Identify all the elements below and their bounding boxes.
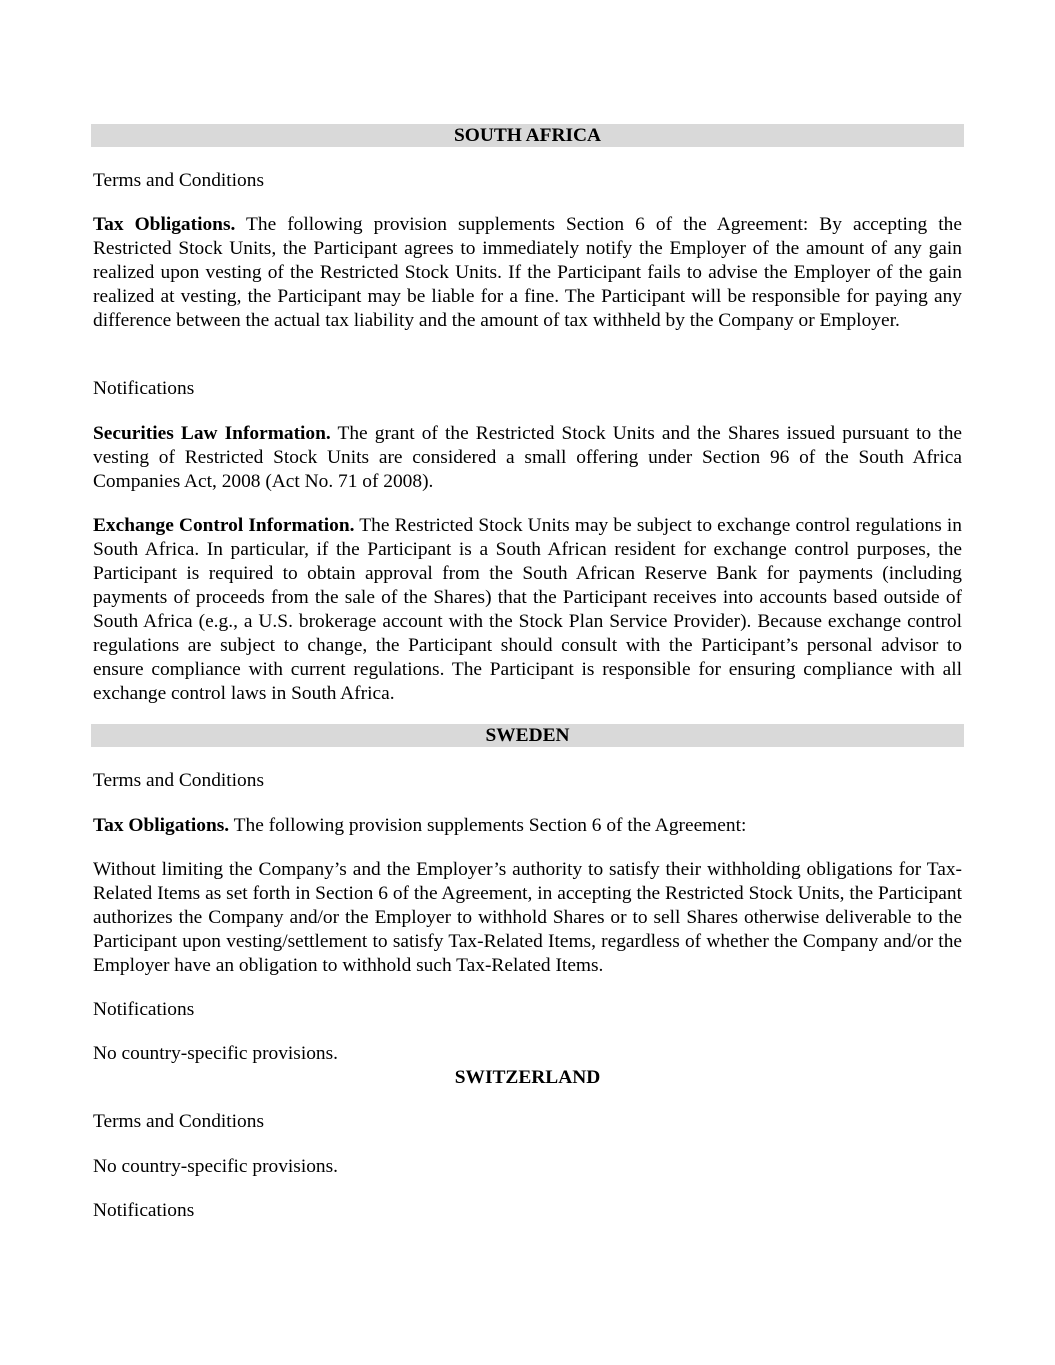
terms-and-conditions-label: Terms and Conditions (93, 1111, 264, 1132)
notifications-label: Notifications (93, 1200, 195, 1221)
exchange-control-body: The Restricted Stock Units may be subject to exchange control regulations in South Africa. In particular, if the Participant is a South African resident for exchange control purposes, the Participant is required to obtain approval from the South African Reserve Bank for payments (including payments of proceeds from the sale of the Shares) that the Participant receives into accounts based outside of South Africa (e.g., a U.S. brokerage account with the Stock Plan Service Provider). Because exchange control regulations are subject to change, the Participant should consult with the Participant’s personal advisor to ensure compliance with current regulations. The Participant is responsible for ensuring compliance with all exchange control laws in South Africa. (93, 515, 962, 704)
terms-and-conditions-label: Terms and Conditions (93, 770, 264, 791)
terms-and-conditions-label: Terms and Conditions (93, 170, 264, 191)
securities-law-body: The grant of the Restricted Stock Units and the Shares issued pursuant to the vesting of Restricted Stock Units are considered a small offering under Section 96 of the South Africa Companies Act, 2008 (Act No. 71 of 2008). (93, 423, 962, 492)
tax-obligations-paragraph (93, 213, 962, 333)
tax-obligations-body: The following provision supplements Section 6 of the Agreement: (229, 815, 747, 836)
exchange-control-paragraph (93, 514, 962, 706)
section-heading-switzerland: SWITZERLAND (454, 1067, 601, 1088)
section-heading-sweden: SWEDEN (91, 724, 964, 747)
securities-law-paragraph (93, 422, 962, 494)
no-provisions-text: No country-specific provisions. (93, 1043, 339, 1064)
no-provisions-text: No country-specific provisions. (93, 1156, 339, 1177)
notifications-label: Notifications (93, 999, 195, 1020)
tax-obligations-body: The following provision supplements Section 6 of the Agreement: By accepting the Restricted Stock Units, the Participant agrees to immediately notify the Employer of the amount of any gain realized upon vesting of the Restricted Stock Units. If the Participant fails to advise the Employer of the gain realized at vesting, the Participant may be liable for a fine. The Participant will be responsible for paying any difference between the actual tax liability and the amount of tax withheld by the Company or Employer. (93, 214, 962, 331)
tax-obligations-paragraph (93, 814, 962, 838)
exchange-control-title: Exchange Control Information. (93, 515, 355, 536)
tax-obligations-title: Tax Obligations. (93, 214, 236, 235)
tax-obligations-title: Tax Obligations. (93, 815, 230, 836)
notifications-label: Notifications (93, 378, 195, 399)
securities-law-title: Securities Law Information. (93, 423, 331, 444)
section-heading-south-africa: SOUTH AFRICA (91, 124, 964, 147)
withholding-paragraph: Without limiting the Company’s and the Employer’s authority to satisfy their withholding obligations for Tax-Related Items as set forth in Section 6 of the Agreement, in accepting the Restricted Stock Units, the Participant authorizes the Company and/or the Employer to withhold Shares or to sell Shares otherwise deliverable to the Participant upon vesting/settlement to satisfy Tax-Related Items, regardless of whether the Company and/or the Employer have an obligation to withhold such Tax-Related Items. (93, 859, 962, 976)
